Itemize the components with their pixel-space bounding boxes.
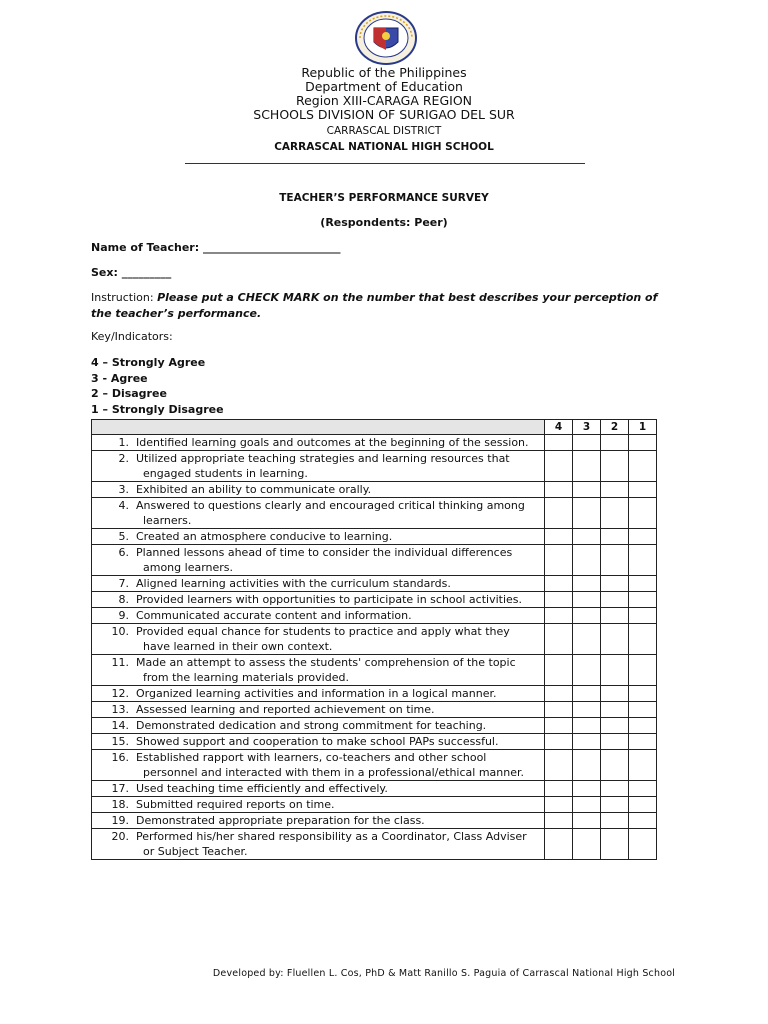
item-text: Provided equal chance for students to practice and apply what they have learned in their own context. [136, 625, 510, 653]
item-text: Created an atmosphere conducive to learning. [136, 530, 393, 543]
item-number: 2. [118, 452, 129, 465]
rating-cell-2[interactable] [601, 624, 629, 655]
survey-item [92, 781, 545, 797]
item-text: Demonstrated dedication and strong commitment for teaching. [136, 719, 487, 732]
rating-cell-2[interactable] [601, 545, 629, 576]
item-text: Made an attempt to assess the students' comprehension of the topic from the learning materials provided. [136, 656, 516, 684]
item-number: 12. [111, 687, 129, 700]
key-list [91, 355, 224, 417]
rating-cell-3[interactable] [573, 813, 601, 829]
table-row [92, 797, 657, 813]
rating-cell-3[interactable] [573, 734, 601, 750]
rating-cell-4[interactable] [545, 545, 573, 576]
item-number: 19. [111, 814, 129, 827]
rating-cell-1[interactable] [629, 750, 657, 781]
rating-cell-3[interactable] [573, 702, 601, 718]
item-number: 11. [111, 656, 129, 669]
item-number: 16. [111, 751, 129, 764]
item-number: 9. [118, 609, 129, 622]
survey-item [92, 451, 545, 482]
rating-cell-1[interactable] [629, 482, 657, 498]
instruction [91, 290, 661, 322]
survey-item [92, 545, 545, 576]
item-number: 17. [111, 782, 129, 795]
scale-header: 1 [629, 420, 657, 435]
table-row [92, 655, 657, 686]
item-text: Assessed learning and reported achievement on time. [136, 703, 435, 716]
item-text: Aligned learning activities with the curriculum standards. [136, 577, 451, 590]
item-text: Planned lessons ahead of time to consider the individual differences among learners. [136, 546, 513, 574]
item-number: 14. [111, 719, 129, 732]
key-item: 4 – Strongly Agree [91, 356, 206, 369]
header-republic: Republic of the Philippines [301, 65, 467, 80]
rating-cell-4[interactable] [545, 686, 573, 702]
table-row [92, 529, 657, 545]
rating-cell-3[interactable] [573, 829, 601, 860]
rating-cell-1[interactable] [629, 655, 657, 686]
rating-cell-1[interactable] [629, 451, 657, 482]
item-number: 3. [118, 483, 129, 496]
table-row [92, 781, 657, 797]
rating-cell-3[interactable] [573, 608, 601, 624]
rating-cell-3[interactable] [573, 592, 601, 608]
survey-item [92, 686, 545, 702]
sex-field: Sex: _________ [91, 266, 172, 279]
rating-cell-1[interactable] [629, 686, 657, 702]
rating-cell-2[interactable] [601, 608, 629, 624]
rating-cell-1[interactable] [629, 498, 657, 529]
rating-cell-3[interactable] [573, 686, 601, 702]
rating-cell-1[interactable] [629, 718, 657, 734]
rating-cell-2[interactable] [601, 576, 629, 592]
survey-item [92, 482, 545, 498]
table-row [92, 576, 657, 592]
survey-item [92, 624, 545, 655]
item-number: 15. [111, 735, 129, 748]
document-title: TEACHER’S PERFORMANCE SURVEY [279, 192, 489, 204]
item-number: 20. [111, 830, 129, 843]
item-number: 4. [118, 499, 129, 512]
rating-cell-2[interactable] [601, 734, 629, 750]
letterhead [0, 66, 768, 154]
rating-cell-1[interactable] [629, 435, 657, 451]
table-row [92, 702, 657, 718]
rating-cell-1[interactable] [629, 702, 657, 718]
rating-cell-4[interactable] [545, 718, 573, 734]
rating-cell-1[interactable] [629, 576, 657, 592]
item-text: Showed support and cooperation to make school PAPs successful. [136, 735, 499, 748]
scale-header: 2 [601, 420, 629, 435]
rating-cell-2[interactable] [601, 781, 629, 797]
rating-cell-1[interactable] [629, 592, 657, 608]
item-text: Performed his/her shared responsibility as a Coordinator, Class Adviser or Subject Teacher. [136, 830, 527, 858]
header-department: Department of Education [305, 79, 463, 94]
table-row [92, 608, 657, 624]
survey-item [92, 655, 545, 686]
item-number: 18. [111, 798, 129, 811]
rating-cell-2[interactable] [601, 750, 629, 781]
instruction-label: Instruction: [91, 291, 158, 304]
header-school: CARRASCAL NATIONAL HIGH SCHOOL [274, 141, 494, 153]
rating-cell-4[interactable] [545, 655, 573, 686]
item-number: 5. [118, 530, 129, 543]
survey-item [92, 529, 545, 545]
key-title: Key/Indicators: [91, 330, 173, 343]
rating-cell-2[interactable] [601, 435, 629, 451]
item-text: Used teaching time efficiently and effectively. [136, 782, 388, 795]
rating-cell-3[interactable] [573, 545, 601, 576]
key-item: 1 – Strongly Disagree [91, 402, 224, 416]
rating-cell-4[interactable] [545, 781, 573, 797]
item-text: Submitted required reports on time. [136, 798, 335, 811]
rating-cell-2[interactable] [601, 498, 629, 529]
rating-cell-3[interactable] [573, 435, 601, 451]
survey-item [92, 750, 545, 781]
rating-cell-1[interactable] [629, 529, 657, 545]
table-row [92, 829, 657, 860]
survey-item [92, 592, 545, 608]
rating-cell-2[interactable] [601, 482, 629, 498]
survey-item [92, 718, 545, 734]
item-column-header [92, 420, 545, 435]
item-text: Provided learners with opportunities to participate in school activities. [136, 593, 523, 606]
rating-cell-4[interactable] [545, 734, 573, 750]
rating-cell-4[interactable] [545, 451, 573, 482]
survey-item [92, 734, 545, 750]
table-row [92, 482, 657, 498]
key-item: 3 - Agree [91, 371, 148, 385]
rating-cell-1[interactable] [629, 829, 657, 860]
rating-cell-2[interactable] [601, 829, 629, 860]
table-header-row [92, 420, 657, 435]
item-text: Demonstrated appropriate preparation for the class. [136, 814, 425, 827]
rating-cell-1[interactable] [629, 608, 657, 624]
survey-item [92, 498, 545, 529]
teacher-name-field: Name of Teacher: _________________________ [91, 241, 341, 254]
rating-cell-3[interactable] [573, 529, 601, 545]
rating-cell-2[interactable] [601, 686, 629, 702]
rating-cell-4[interactable] [545, 482, 573, 498]
rating-cell-4[interactable] [545, 829, 573, 860]
rating-cell-3[interactable] [573, 498, 601, 529]
scale-header: 3 [573, 420, 601, 435]
survey-item [92, 435, 545, 451]
item-number: 6. [118, 546, 129, 559]
item-text: Organized learning activities and information in a logical manner. [136, 687, 497, 700]
rating-cell-3[interactable] [573, 451, 601, 482]
rating-cell-4[interactable] [545, 529, 573, 545]
rating-cell-3[interactable] [573, 576, 601, 592]
rating-cell-1[interactable] [629, 797, 657, 813]
item-number: 1. [118, 436, 129, 449]
rating-cell-4[interactable] [545, 813, 573, 829]
rating-cell-1[interactable] [629, 813, 657, 829]
rating-cell-4[interactable] [545, 498, 573, 529]
deped-seal-icon [352, 10, 420, 66]
survey-item [92, 608, 545, 624]
rating-cell-4[interactable] [545, 608, 573, 624]
footer-credit: Developed by: Fluellen L. Cos, PhD & Matt Ranillo S. Paguia of Carrascal National High School [212, 968, 676, 979]
header-region: Region XIII-CARAGA REGION [295, 93, 473, 108]
item-text: Answered to questions clearly and encouraged critical thinking among learners. [136, 499, 525, 527]
header-division: SCHOOLS DIVISION OF SURIGAO DEL SUR [253, 107, 515, 122]
rating-cell-2[interactable] [601, 655, 629, 686]
rating-cell-2[interactable] [601, 451, 629, 482]
table-row [92, 624, 657, 655]
rating-cell-2[interactable] [601, 718, 629, 734]
rating-cell-4[interactable] [545, 576, 573, 592]
item-number: 13. [111, 703, 129, 716]
rating-cell-2[interactable] [601, 529, 629, 545]
key-item: 2 – Disagree [91, 387, 167, 400]
rating-cell-1[interactable] [629, 545, 657, 576]
table-row [92, 718, 657, 734]
rating-cell-3[interactable] [573, 718, 601, 734]
rating-cell-4[interactable] [545, 750, 573, 781]
rating-cell-1[interactable] [629, 624, 657, 655]
instruction-text: Please put a CHECK MARK on the number that best describes your perception of the teacher’s performance. [91, 291, 658, 320]
rating-cell-2[interactable] [601, 702, 629, 718]
rating-cell-3[interactable] [573, 750, 601, 781]
table-row [92, 435, 657, 451]
rating-cell-3[interactable] [573, 655, 601, 686]
rating-cell-3[interactable] [573, 781, 601, 797]
rating-cell-4[interactable] [545, 435, 573, 451]
table-row [92, 451, 657, 482]
table-row [92, 813, 657, 829]
table-row [92, 686, 657, 702]
header-divider [185, 163, 585, 164]
survey-item [92, 829, 545, 860]
item-text: Established rapport with learners, co-teachers and other school personnel and interacted with them in a professional/ethical manner. [136, 751, 525, 779]
document-subtitle: (Respondents: Peer) [320, 216, 448, 229]
rating-cell-3[interactable] [573, 624, 601, 655]
rating-cell-4[interactable] [545, 797, 573, 813]
survey-table [91, 419, 657, 860]
item-text: Identified learning goals and outcomes at the beginning of the session. [136, 436, 529, 449]
table-row [92, 734, 657, 750]
rating-cell-4[interactable] [545, 592, 573, 608]
item-text: Exhibited an ability to communicate orally. [136, 483, 372, 496]
item-number: 8. [118, 593, 129, 606]
rating-cell-3[interactable] [573, 797, 601, 813]
scale-header: 4 [545, 420, 573, 435]
rating-cell-2[interactable] [601, 813, 629, 829]
survey-item [92, 702, 545, 718]
rating-cell-4[interactable] [545, 624, 573, 655]
rating-cell-1[interactable] [629, 781, 657, 797]
rating-cell-2[interactable] [601, 797, 629, 813]
table-row [92, 592, 657, 608]
table-row [92, 750, 657, 781]
rating-cell-4[interactable] [545, 702, 573, 718]
item-number: 10. [111, 625, 129, 638]
survey-item [92, 576, 545, 592]
item-text: Communicated accurate content and information. [136, 609, 412, 622]
header-district: CARRASCAL DISTRICT [326, 125, 442, 137]
survey-item [92, 813, 545, 829]
table-row [92, 498, 657, 529]
survey-item [92, 797, 545, 813]
rating-cell-2[interactable] [601, 592, 629, 608]
item-text: Utilized appropriate teaching strategies and learning resources that engaged students in learning. [136, 452, 510, 480]
rating-cell-1[interactable] [629, 734, 657, 750]
rating-cell-3[interactable] [573, 482, 601, 498]
item-number: 7. [118, 577, 129, 590]
table-row [92, 545, 657, 576]
